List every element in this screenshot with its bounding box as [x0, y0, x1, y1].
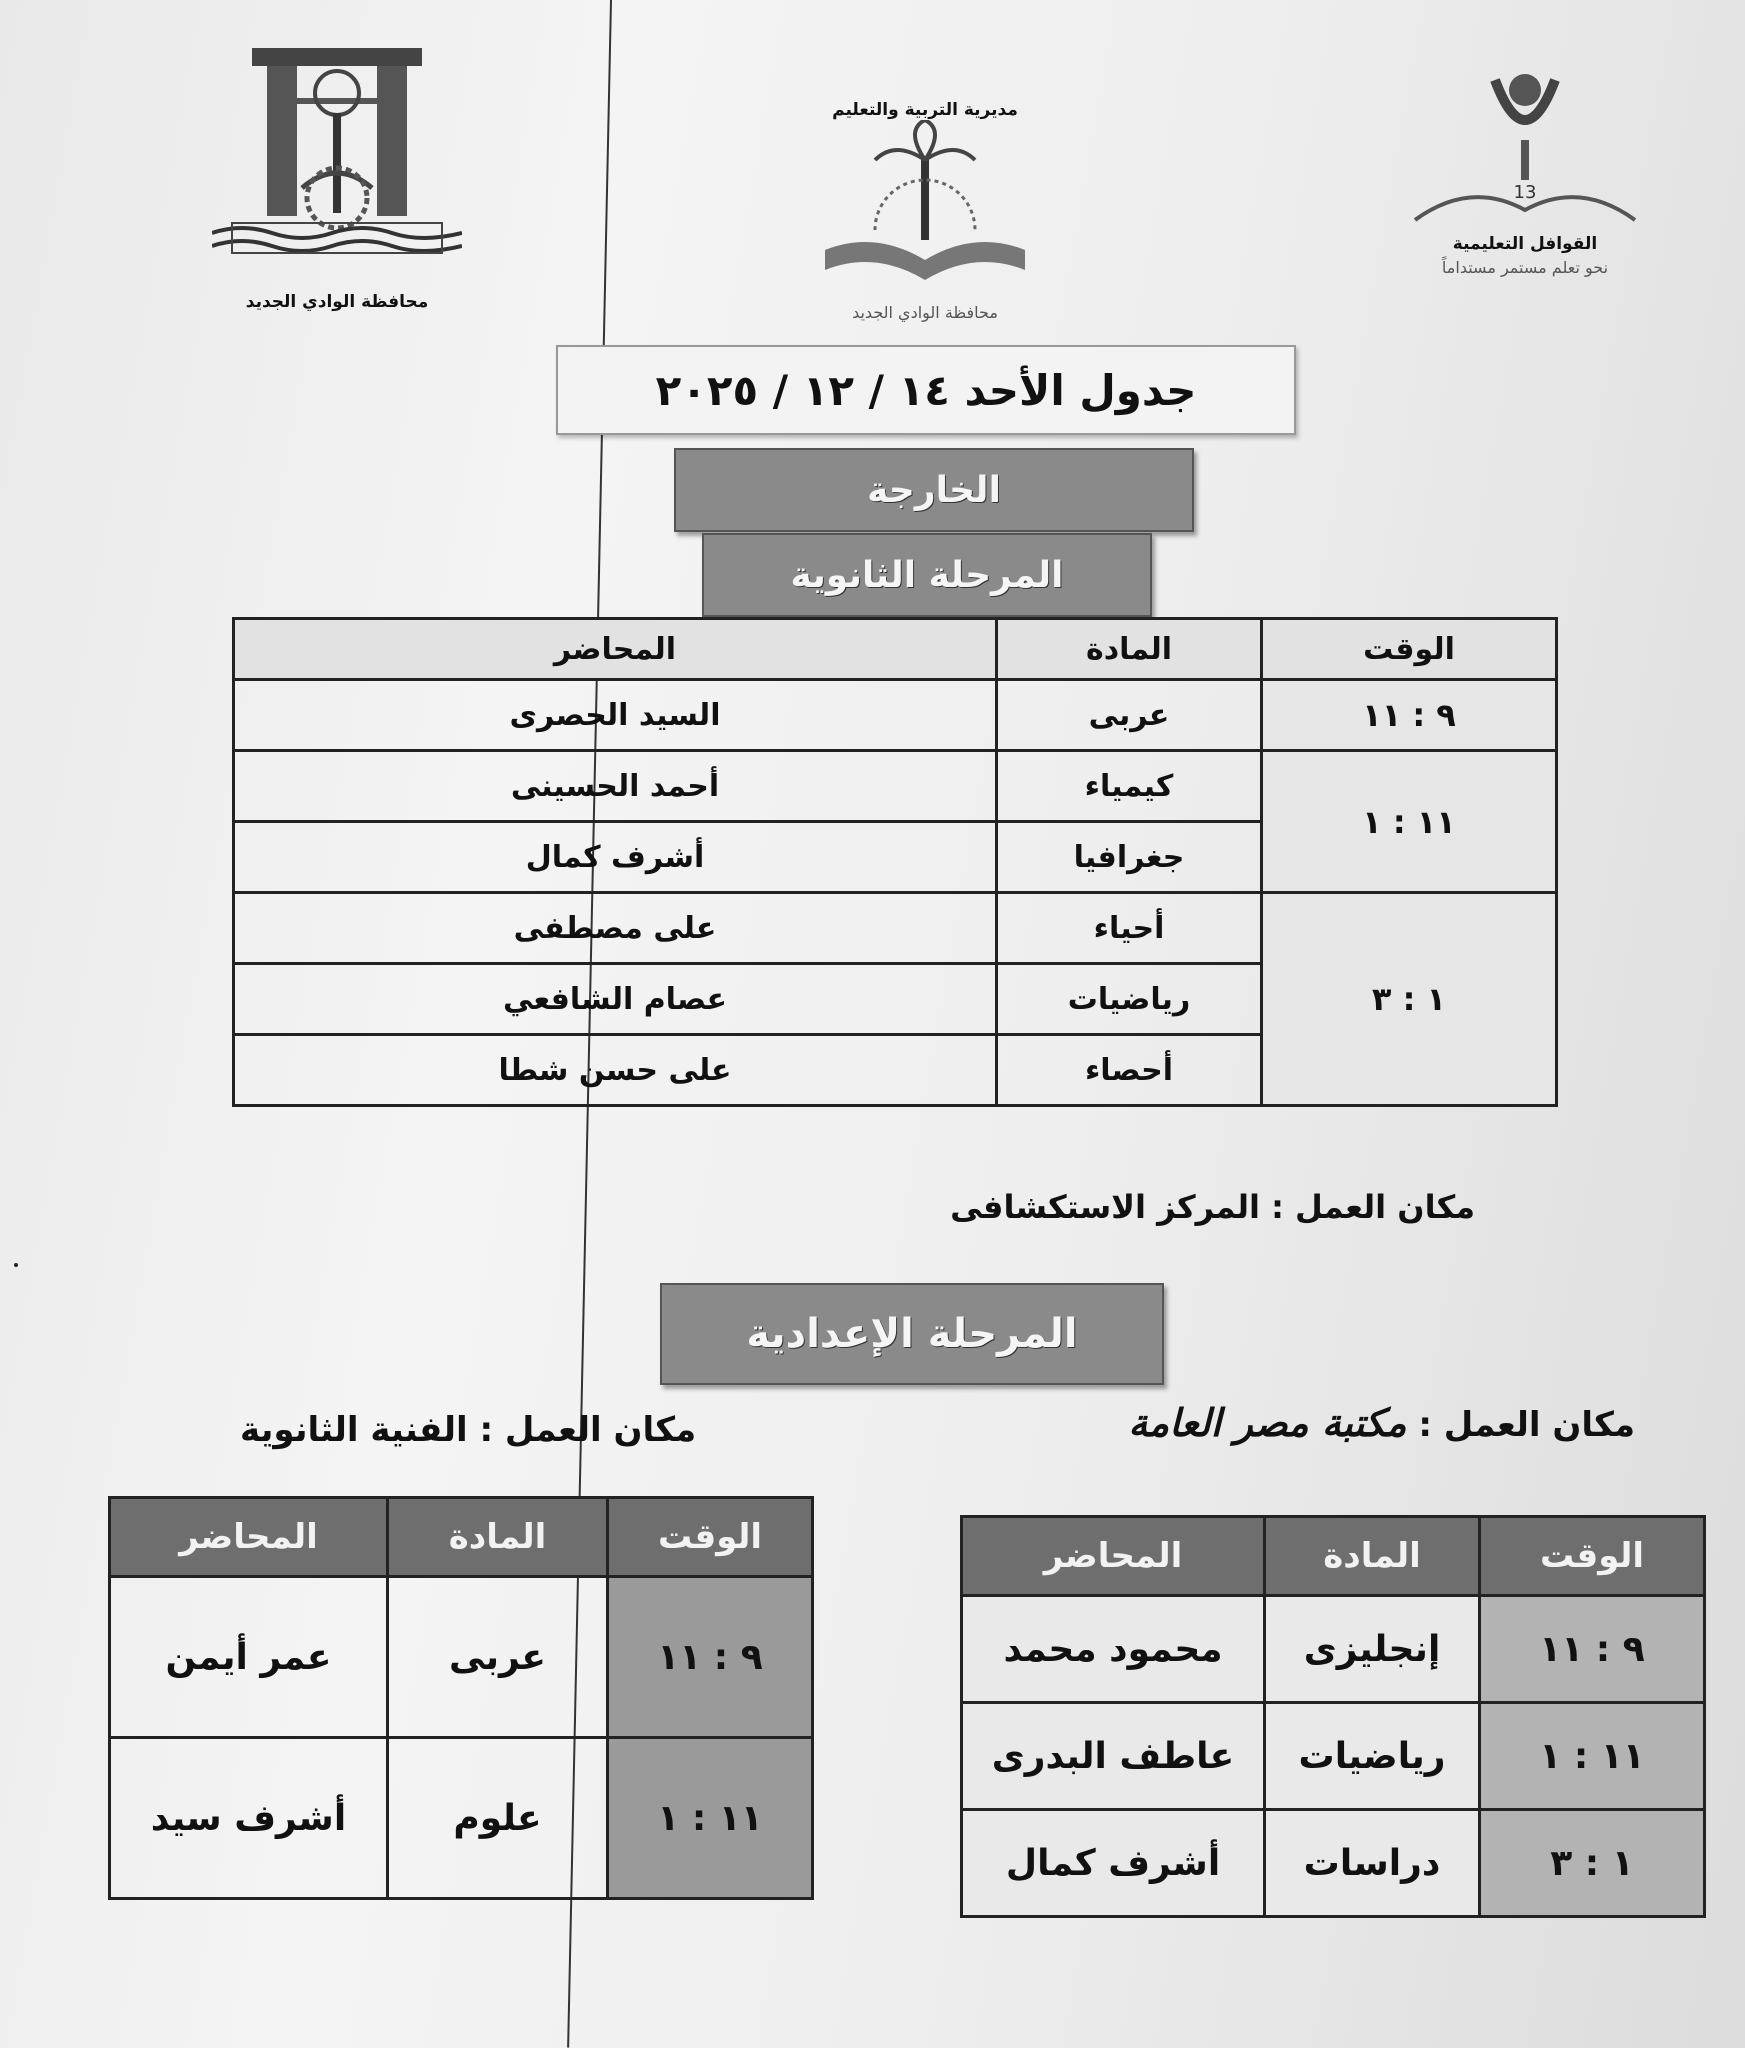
time-cell: ١١ : ١: [1262, 751, 1557, 893]
table-row: [962, 1703, 1705, 1810]
subject-cell: عربى: [997, 680, 1262, 751]
right-workplace: [1128, 1400, 1635, 1445]
subject-cell: عربى: [388, 1577, 608, 1738]
table-row: [110, 1738, 813, 1899]
table-row: [234, 680, 1557, 751]
lecturer-cell: على مصطفى: [234, 893, 997, 964]
secondary-stage-banner: المرحلة الثانوية: [702, 533, 1152, 617]
table-header-row: [110, 1498, 813, 1577]
header-lecturer: المحاضر: [110, 1498, 388, 1577]
temple-gate-icon: [212, 38, 462, 288]
workplace-value-handwritten: مكتبة مصر العامة: [1128, 1400, 1407, 1445]
lecturer-cell: عمر أيمن: [110, 1577, 388, 1738]
workplace-label: مكان العمل :: [1271, 1188, 1475, 1226]
lecturer-cell: عاطف البدرى: [962, 1703, 1265, 1810]
lecturer-cell: أشرف كمال: [234, 822, 997, 893]
subject-cell: كيمياء: [997, 751, 1262, 822]
lecturer-cell: على حسن شطا: [234, 1035, 997, 1106]
speck: [14, 1263, 18, 1267]
subject-cell: رياضيات: [997, 964, 1262, 1035]
subject-cell: أحياء: [997, 893, 1262, 964]
time-cell: ١١ : ١: [1480, 1703, 1705, 1810]
subject-cell: علوم: [388, 1738, 608, 1899]
header-subject: المادة: [1265, 1517, 1480, 1596]
subject-cell: أحصاء: [997, 1035, 1262, 1106]
caravans-logo-number: 13: [1513, 182, 1537, 203]
header-subject: المادة: [388, 1498, 608, 1577]
directorate-logo: [815, 100, 1035, 322]
preparatory-right-table: [960, 1515, 1706, 1918]
time-cell: ١ : ٣: [1480, 1810, 1705, 1917]
header-subject: المادة: [997, 619, 1262, 680]
workplace-value: الفنية الثانوية: [240, 1410, 468, 1450]
table-header-row: [234, 619, 1557, 680]
lecturer-cell: أشرف كمال: [962, 1810, 1265, 1917]
header-time: الوقت: [1262, 619, 1557, 680]
workplace-label: مكان العمل :: [1418, 1405, 1635, 1445]
workplace-label: مكان العمل :: [479, 1410, 697, 1450]
subject-cell: إنجليزى: [1265, 1596, 1480, 1703]
lecturer-cell: محمود محمد: [962, 1596, 1265, 1703]
time-cell: ١ : ٣: [1262, 893, 1557, 1106]
directorate-logo-sub: محافظة الوادي الجديد: [852, 303, 998, 322]
schedule-title: جدول الأحد ١٤ / ١٢ / ٢٠٢٥: [556, 345, 1296, 435]
table-row: [110, 1577, 813, 1738]
time-cell: ٩ : ١١: [608, 1577, 813, 1738]
header-lecturer: المحاضر: [234, 619, 997, 680]
secondary-workplace: [950, 1188, 1475, 1226]
lecturer-cell: عصام الشافعي: [234, 964, 997, 1035]
preparatory-left-table: [108, 1496, 814, 1900]
lecturer-cell: أشرف سيد: [110, 1738, 388, 1899]
table-header-row: [962, 1517, 1705, 1596]
caravans-logo: [1395, 60, 1655, 277]
preparatory-stage-banner: المرحلة الإعدادية: [660, 1283, 1164, 1385]
book-figure-icon: [1395, 60, 1655, 230]
table-row: [962, 1596, 1705, 1703]
caravans-logo-caption: القوافل التعليمية: [1452, 234, 1598, 254]
table-row: [234, 893, 1557, 964]
governorate-logo: [212, 38, 462, 312]
subject-cell: دراسات: [1265, 1810, 1480, 1917]
workplace-value: المركز الاستكشافى: [950, 1188, 1260, 1226]
time-cell: ٩ : ١١: [1480, 1596, 1705, 1703]
caravans-logo-sub: نحو تعلم مستمر مستداماً: [1441, 258, 1609, 277]
open-book-palm-icon: [815, 120, 1035, 295]
table-row: [962, 1810, 1705, 1917]
directorate-logo-caption: مديرية التربية والتعليم: [832, 100, 1018, 120]
subject-cell: رياضيات: [1265, 1703, 1480, 1810]
header-time: الوقت: [1480, 1517, 1705, 1596]
header-time: الوقت: [608, 1498, 813, 1577]
subject-cell: جغرافيا: [997, 822, 1262, 893]
secondary-schedule-table: [232, 617, 1558, 1107]
lecturer-cell: أحمد الحسينى: [234, 751, 997, 822]
time-cell: ١١ : ١: [608, 1738, 813, 1899]
table-row: [234, 751, 1557, 822]
header-lecturer: المحاضر: [962, 1517, 1265, 1596]
left-workplace: [240, 1410, 696, 1450]
time-cell: ٩ : ١١: [1262, 680, 1557, 751]
city-banner: الخارجة: [674, 448, 1194, 532]
governorate-logo-caption: محافظة الوادي الجديد: [245, 292, 429, 312]
lecturer-cell: السيد الحصرى: [234, 680, 997, 751]
